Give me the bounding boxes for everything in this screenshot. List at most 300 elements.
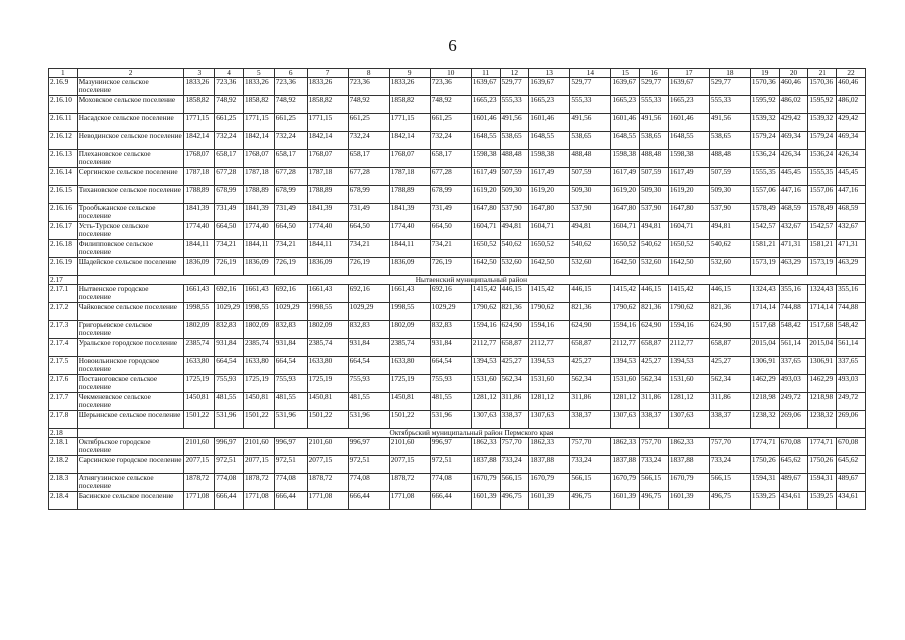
value-cell: 1598,38 xyxy=(611,150,640,168)
value-cell: 1642,50 xyxy=(668,258,709,276)
value-cell: 426,34 xyxy=(779,150,808,168)
value-cell: 1802,09 xyxy=(184,321,215,339)
value-cell: 2015,04 xyxy=(808,339,837,357)
value-cell: 723,36 xyxy=(274,78,307,96)
row-id: 2.16.19 xyxy=(49,258,78,276)
value-cell: 1601,46 xyxy=(471,114,500,132)
value-cell: 1281,12 xyxy=(611,393,640,411)
row-id: 2.16.18 xyxy=(49,240,78,258)
value-cell: 531,96 xyxy=(274,411,307,429)
value-cell: 658,17 xyxy=(430,150,471,168)
value-cell: 678,99 xyxy=(215,186,244,204)
value-cell: 1539,32 xyxy=(808,114,837,132)
value-cell: 732,24 xyxy=(430,132,471,150)
value-cell: 1878,72 xyxy=(243,474,274,492)
value-cell: 562,34 xyxy=(640,375,669,393)
value-cell: 1836,09 xyxy=(307,258,348,276)
table-row xyxy=(49,285,866,303)
value-cell: 566,15 xyxy=(640,474,669,492)
value-cell: 1650,52 xyxy=(471,240,500,258)
row-id: 2.17.2 xyxy=(49,303,78,321)
value-cell: 432,67 xyxy=(837,222,866,240)
value-cell: 734,21 xyxy=(430,240,471,258)
value-cell: 1768,07 xyxy=(243,150,274,168)
settlement-name: Нытвенское городское поселение xyxy=(77,285,184,303)
header-cell: 22 xyxy=(837,69,866,78)
value-cell: 1029,29 xyxy=(348,303,389,321)
value-cell: 494,81 xyxy=(709,222,750,240)
value-cell: 748,92 xyxy=(348,96,389,114)
value-cell: 1594,31 xyxy=(808,474,837,492)
row-id: 2.16.11 xyxy=(49,114,78,132)
row-id: 2.18.2 xyxy=(49,456,78,474)
value-cell: 1836,09 xyxy=(243,258,274,276)
value-cell: 529,77 xyxy=(640,78,669,96)
value-cell: 1774,71 xyxy=(750,438,779,456)
value-cell: 1450,81 xyxy=(307,393,348,411)
value-cell: 1862,33 xyxy=(611,438,640,456)
value-cell: 1601,46 xyxy=(668,114,709,132)
value-cell: 1862,33 xyxy=(471,438,500,456)
section-id: 2.18 xyxy=(49,429,78,438)
value-cell: 1307,63 xyxy=(668,411,709,429)
table-row xyxy=(49,132,866,150)
settlement-name: Атнягузинское сельское поселение xyxy=(77,474,184,492)
value-cell: 1578,49 xyxy=(808,204,837,222)
value-cell: 2112,77 xyxy=(471,339,500,357)
value-cell: 338,37 xyxy=(570,411,611,429)
value-cell: 1415,42 xyxy=(529,285,570,303)
value-cell: 1581,21 xyxy=(750,240,779,258)
value-cell: 434,61 xyxy=(779,492,808,510)
value-cell: 1842,14 xyxy=(184,132,215,150)
value-cell: 1790,62 xyxy=(471,303,500,321)
value-cell: 491,56 xyxy=(570,114,611,132)
header-cell: 3 xyxy=(184,69,215,78)
value-cell: 1998,55 xyxy=(243,303,274,321)
value-cell: 1642,50 xyxy=(471,258,500,276)
value-cell: 537,90 xyxy=(500,204,529,222)
value-cell: 1617,49 xyxy=(668,168,709,186)
value-cell: 1307,63 xyxy=(471,411,500,429)
value-cell: 1768,07 xyxy=(307,150,348,168)
value-cell: 1604,71 xyxy=(611,222,640,240)
value-cell: 1450,81 xyxy=(389,393,430,411)
value-cell: 269,06 xyxy=(779,411,808,429)
value-cell: 548,42 xyxy=(837,321,866,339)
value-cell: 1802,09 xyxy=(243,321,274,339)
value-cell: 1594,16 xyxy=(471,321,500,339)
value-cell: 531,96 xyxy=(348,411,389,429)
value-cell: 481,55 xyxy=(274,393,307,411)
value-cell: 1642,50 xyxy=(529,258,570,276)
value-cell: 338,37 xyxy=(640,411,669,429)
value-cell: 723,36 xyxy=(215,78,244,96)
value-cell: 1415,42 xyxy=(471,285,500,303)
value-cell: 562,34 xyxy=(500,375,529,393)
value-cell: 1998,55 xyxy=(389,303,430,321)
row-id: 2.16.12 xyxy=(49,132,78,150)
value-cell: 2077,15 xyxy=(307,456,348,474)
value-cell: 1415,42 xyxy=(611,285,640,303)
header-cell: 21 xyxy=(808,69,837,78)
value-cell: 1771,15 xyxy=(307,114,348,132)
value-cell: 269,06 xyxy=(837,411,866,429)
value-cell: 469,34 xyxy=(779,132,808,150)
value-cell: 429,42 xyxy=(837,114,866,132)
value-cell: 1281,12 xyxy=(668,393,709,411)
value-cell: 664,50 xyxy=(215,222,244,240)
value-cell: 491,56 xyxy=(709,114,750,132)
value-cell: 1394,53 xyxy=(668,357,709,375)
value-cell: 821,36 xyxy=(570,303,611,321)
value-cell: 1862,33 xyxy=(529,438,570,456)
value-cell: 1844,11 xyxy=(307,240,348,258)
value-cell: 670,08 xyxy=(837,438,866,456)
settlement-name: Шерьинское сельское поселение xyxy=(77,411,184,429)
settlement-name: Тихановское сельское поселение xyxy=(77,186,184,204)
value-cell: 1714,14 xyxy=(750,303,779,321)
value-cell: 677,28 xyxy=(430,168,471,186)
value-cell: 311,86 xyxy=(570,393,611,411)
row-id: 2.16.9 xyxy=(49,78,78,96)
value-cell: 734,21 xyxy=(348,240,389,258)
value-cell: 1665,23 xyxy=(668,96,709,114)
value-cell: 432,67 xyxy=(779,222,808,240)
row-id: 2.17.4 xyxy=(49,339,78,357)
value-cell: 774,08 xyxy=(215,474,244,492)
value-cell: 1725,19 xyxy=(184,375,215,393)
value-cell: 1539,25 xyxy=(808,492,837,510)
value-cell: 1029,29 xyxy=(215,303,244,321)
value-cell: 1029,29 xyxy=(274,303,307,321)
value-cell: 496,75 xyxy=(640,492,669,510)
value-cell: 468,59 xyxy=(779,204,808,222)
value-cell: 2101,60 xyxy=(307,438,348,456)
table-row xyxy=(49,456,866,474)
value-cell: 496,75 xyxy=(570,492,611,510)
value-cell: 489,67 xyxy=(779,474,808,492)
value-cell: 2101,60 xyxy=(243,438,274,456)
settlement-name: Уральское городское поселение xyxy=(77,339,184,357)
table-row xyxy=(49,78,866,96)
value-cell: 1594,16 xyxy=(611,321,640,339)
value-cell: 1788,89 xyxy=(184,186,215,204)
value-cell: 1415,42 xyxy=(668,285,709,303)
value-cell: 425,27 xyxy=(500,357,529,375)
value-cell: 1858,82 xyxy=(307,96,348,114)
value-cell: 744,88 xyxy=(837,303,866,321)
value-cell: 562,34 xyxy=(709,375,750,393)
value-cell: 732,24 xyxy=(215,132,244,150)
row-id: 2.16.15 xyxy=(49,186,78,204)
value-cell: 1842,14 xyxy=(307,132,348,150)
value-cell: 1771,08 xyxy=(184,492,215,510)
value-cell: 731,49 xyxy=(430,204,471,222)
value-cell: 1833,26 xyxy=(243,78,274,96)
value-cell: 446,15 xyxy=(640,285,669,303)
value-cell: 1324,43 xyxy=(750,285,779,303)
value-cell: 645,62 xyxy=(779,456,808,474)
value-cell: 488,48 xyxy=(640,150,669,168)
value-cell: 2112,77 xyxy=(529,339,570,357)
value-cell: 774,08 xyxy=(430,474,471,492)
value-cell: 1595,92 xyxy=(750,96,779,114)
value-cell: 1281,12 xyxy=(529,393,570,411)
settlement-name: Сарсинское городское поселение xyxy=(77,456,184,474)
table-row xyxy=(49,186,866,204)
table-row xyxy=(49,204,866,222)
header-cell: 20 xyxy=(779,69,808,78)
value-cell: 732,24 xyxy=(348,132,389,150)
value-cell: 1394,53 xyxy=(471,357,500,375)
value-cell: 748,92 xyxy=(274,96,307,114)
table-row xyxy=(49,474,866,492)
value-cell: 1790,62 xyxy=(668,303,709,321)
value-cell: 509,30 xyxy=(640,186,669,204)
value-cell: 249,72 xyxy=(837,393,866,411)
row-id: 2.18.4 xyxy=(49,492,78,510)
value-cell: 755,93 xyxy=(215,375,244,393)
value-cell: 507,59 xyxy=(570,168,611,186)
value-cell: 491,56 xyxy=(640,114,669,132)
header-cell: 7 xyxy=(307,69,348,78)
section-row xyxy=(49,429,866,438)
value-cell: 1862,33 xyxy=(668,438,709,456)
value-cell: 561,14 xyxy=(779,339,808,357)
value-cell: 1771,15 xyxy=(389,114,430,132)
value-cell: 493,03 xyxy=(837,375,866,393)
value-cell: 1604,71 xyxy=(668,222,709,240)
value-cell: 337,65 xyxy=(779,357,808,375)
value-cell: 481,55 xyxy=(348,393,389,411)
value-cell: 1665,23 xyxy=(611,96,640,114)
value-cell: 661,25 xyxy=(348,114,389,132)
value-cell: 471,31 xyxy=(837,240,866,258)
value-cell: 429,42 xyxy=(779,114,808,132)
value-cell: 2385,74 xyxy=(184,339,215,357)
header-cell: 15 xyxy=(611,69,640,78)
settlement-name: Чайковское сельское поселение xyxy=(77,303,184,321)
value-cell: 726,19 xyxy=(430,258,471,276)
settlement-name: Моховское сельское поселение xyxy=(77,96,184,114)
value-cell: 645,62 xyxy=(837,456,866,474)
value-cell: 1619,20 xyxy=(668,186,709,204)
value-cell: 678,99 xyxy=(430,186,471,204)
table-row xyxy=(49,240,866,258)
value-cell: 1670,79 xyxy=(529,474,570,492)
header-cell: 11 xyxy=(471,69,500,78)
value-cell: 2112,77 xyxy=(611,339,640,357)
row-id: 2.16.17 xyxy=(49,222,78,240)
value-cell: 1774,40 xyxy=(184,222,215,240)
value-cell: 496,75 xyxy=(500,492,529,510)
value-cell: 1578,49 xyxy=(750,204,779,222)
value-cell: 1324,43 xyxy=(808,285,837,303)
header-cell: 17 xyxy=(668,69,709,78)
value-cell: 2015,04 xyxy=(750,339,779,357)
value-cell: 1844,11 xyxy=(243,240,274,258)
value-cell: 486,02 xyxy=(837,96,866,114)
value-cell: 664,50 xyxy=(274,222,307,240)
settlement-name: Басинское сельское поселение xyxy=(77,492,184,510)
value-cell: 1844,11 xyxy=(389,240,430,258)
value-cell: 532,60 xyxy=(709,258,750,276)
value-cell: 1661,43 xyxy=(243,285,274,303)
table-row xyxy=(49,321,866,339)
value-cell: 338,37 xyxy=(709,411,750,429)
value-cell: 1787,18 xyxy=(307,168,348,186)
value-cell: 1768,07 xyxy=(389,150,430,168)
value-cell: 1598,38 xyxy=(529,150,570,168)
value-cell: 1725,19 xyxy=(243,375,274,393)
value-cell: 1557,06 xyxy=(750,186,779,204)
value-cell: 1774,71 xyxy=(808,438,837,456)
value-cell: 1639,67 xyxy=(668,78,709,96)
value-cell: 538,65 xyxy=(570,132,611,150)
value-cell: 561,14 xyxy=(837,339,866,357)
value-cell: 460,46 xyxy=(779,78,808,96)
value-cell: 488,48 xyxy=(709,150,750,168)
value-cell: 658,17 xyxy=(274,150,307,168)
value-cell: 1570,36 xyxy=(750,78,779,96)
value-cell: 494,81 xyxy=(640,222,669,240)
value-cell: 463,29 xyxy=(837,258,866,276)
value-cell: 1788,89 xyxy=(307,186,348,204)
value-cell: 2077,15 xyxy=(243,456,274,474)
table-row xyxy=(49,222,866,240)
settlement-name: Плехановское сельское поселение xyxy=(77,150,184,168)
settlement-name: Мазунинское сельское поселение xyxy=(77,78,184,96)
value-cell: 1281,12 xyxy=(471,393,500,411)
value-cell: 538,65 xyxy=(709,132,750,150)
value-cell: 1517,68 xyxy=(750,321,779,339)
value-cell: 1619,20 xyxy=(529,186,570,204)
value-cell: 1555,35 xyxy=(808,168,837,186)
value-cell: 1619,20 xyxy=(471,186,500,204)
value-cell: 2101,60 xyxy=(184,438,215,456)
value-cell: 507,59 xyxy=(709,168,750,186)
row-id: 2.18.1 xyxy=(49,438,78,456)
value-cell: 555,33 xyxy=(640,96,669,114)
table-body xyxy=(49,69,866,510)
value-cell: 726,19 xyxy=(274,258,307,276)
value-cell: 1787,18 xyxy=(243,168,274,186)
value-cell: 1462,29 xyxy=(750,375,779,393)
value-cell: 471,31 xyxy=(779,240,808,258)
value-cell: 731,49 xyxy=(215,204,244,222)
value-cell: 555,33 xyxy=(709,96,750,114)
value-cell: 757,70 xyxy=(570,438,611,456)
value-cell: 1531,60 xyxy=(668,375,709,393)
table-row xyxy=(49,150,866,168)
value-cell: 1842,14 xyxy=(389,132,430,150)
value-cell: 1790,62 xyxy=(611,303,640,321)
value-cell: 670,08 xyxy=(779,438,808,456)
value-cell: 723,36 xyxy=(430,78,471,96)
value-cell: 509,30 xyxy=(570,186,611,204)
value-cell: 1501,22 xyxy=(243,411,274,429)
value-cell: 1536,24 xyxy=(808,150,837,168)
value-cell: 1581,21 xyxy=(808,240,837,258)
value-cell: 821,36 xyxy=(500,303,529,321)
value-cell: 666,44 xyxy=(348,492,389,510)
header-cell: 6 xyxy=(274,69,307,78)
header-cell: 12 xyxy=(500,69,529,78)
row-id: 2.18.3 xyxy=(49,474,78,492)
value-cell: 2077,15 xyxy=(184,456,215,474)
value-cell: 1394,53 xyxy=(611,357,640,375)
value-cell: 311,86 xyxy=(640,393,669,411)
settlement-name: Чекменевское сельское поселение xyxy=(77,393,184,411)
value-cell: 540,62 xyxy=(640,240,669,258)
value-cell: 1841,39 xyxy=(307,204,348,222)
settlement-name: Насадское сельское поселение xyxy=(77,114,184,132)
value-cell: 434,61 xyxy=(837,492,866,510)
value-cell: 757,70 xyxy=(500,438,529,456)
value-cell: 1531,60 xyxy=(471,375,500,393)
value-cell: 774,08 xyxy=(348,474,389,492)
value-cell: 2112,77 xyxy=(668,339,709,357)
value-cell: 755,93 xyxy=(274,375,307,393)
value-cell: 463,29 xyxy=(779,258,808,276)
value-cell: 1878,72 xyxy=(307,474,348,492)
value-cell: 664,54 xyxy=(274,357,307,375)
value-cell: 931,84 xyxy=(215,339,244,357)
value-cell: 1633,80 xyxy=(184,357,215,375)
header-cell: 9 xyxy=(389,69,430,78)
value-cell: 249,72 xyxy=(779,393,808,411)
value-cell: 1844,11 xyxy=(184,240,215,258)
value-cell: 1837,88 xyxy=(611,456,640,474)
row-id: 2.17.7 xyxy=(49,393,78,411)
value-cell: 445,45 xyxy=(837,168,866,186)
header-cell: 8 xyxy=(348,69,389,78)
value-cell: 529,77 xyxy=(709,78,750,96)
header-cell: 13 xyxy=(529,69,570,78)
value-cell: 832,83 xyxy=(348,321,389,339)
value-cell: 692,16 xyxy=(430,285,471,303)
value-cell: 1670,79 xyxy=(668,474,709,492)
section-title: Октябрьский муниципальный район Пермского края xyxy=(77,429,865,438)
value-cell: 1833,26 xyxy=(184,78,215,96)
value-cell: 678,99 xyxy=(348,186,389,204)
value-cell: 1029,29 xyxy=(430,303,471,321)
value-cell: 1601,46 xyxy=(611,114,640,132)
value-cell: 1573,19 xyxy=(750,258,779,276)
value-cell: 1650,52 xyxy=(611,240,640,258)
value-cell: 666,44 xyxy=(215,492,244,510)
value-cell: 488,48 xyxy=(500,150,529,168)
value-cell: 446,15 xyxy=(570,285,611,303)
header-cell: 16 xyxy=(640,69,669,78)
value-cell: 1836,09 xyxy=(184,258,215,276)
value-cell: 1238,32 xyxy=(808,411,837,429)
value-cell: 733,24 xyxy=(570,456,611,474)
table-row xyxy=(49,375,866,393)
value-cell: 1501,22 xyxy=(307,411,348,429)
table-row xyxy=(49,438,866,456)
value-cell: 1633,80 xyxy=(389,357,430,375)
value-cell: 532,60 xyxy=(500,258,529,276)
value-cell: 1539,25 xyxy=(750,492,779,510)
header-row xyxy=(49,69,866,78)
value-cell: 1837,88 xyxy=(471,456,500,474)
value-cell: 832,83 xyxy=(274,321,307,339)
value-cell: 1307,63 xyxy=(529,411,570,429)
table-row xyxy=(49,303,866,321)
value-cell: 425,27 xyxy=(640,357,669,375)
